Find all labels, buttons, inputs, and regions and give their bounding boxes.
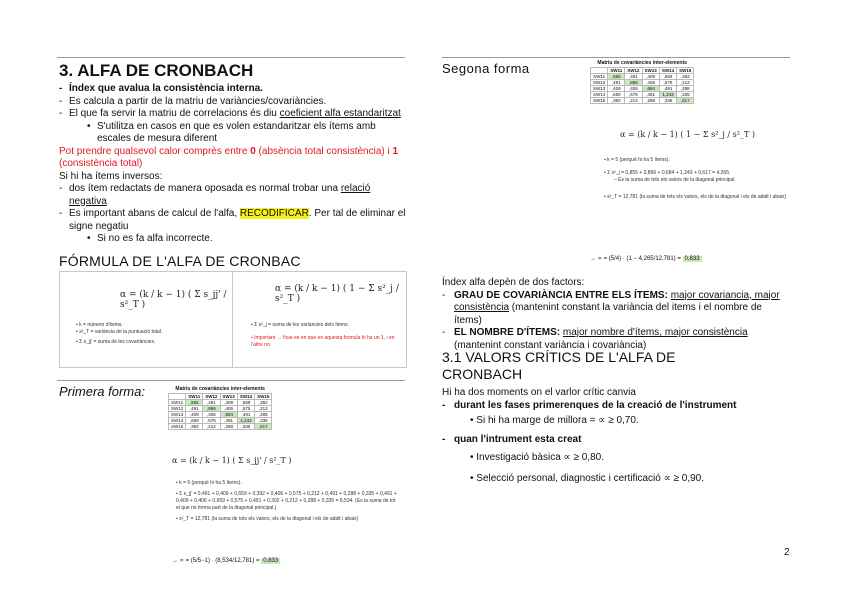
matrix-row-header: SW12 <box>169 406 186 412</box>
matrix-cell: ,335 <box>237 424 254 430</box>
matrix-cell: ,392 <box>186 424 203 430</box>
matrix-col-header: SW13 <box>642 68 659 74</box>
matrix-cell: ,491 <box>625 74 642 80</box>
matrix-cell: ,335 <box>659 98 676 104</box>
matrix-col-header: SW12 <box>625 68 642 74</box>
matrix-cell: ,855 <box>186 400 203 406</box>
matrix-cell: ,684 <box>220 412 237 418</box>
segona-forma-title: Segona forma <box>442 61 530 76</box>
matrix-cell: 1,243 <box>237 418 254 424</box>
formula-box-right <box>232 271 407 368</box>
matrix-cell: ,659 <box>608 92 625 98</box>
segona-notes: ▪ k = 5 (perquè hi ha 5 ítems). ▪ Σ s²_j = 0,855 + 0,866 + 0,684 + 1,243 + 0,617 = 4,265. – És la suma de tots els valors de la diagonal principal ▪ s²_T = 12,781 (la suma de tots els valors, els de la diagonal i els de adalt i abaix) <box>604 157 787 200</box>
matrix-cell: ,866 <box>203 406 220 412</box>
matrix-cell: ,288 <box>255 412 272 418</box>
matrix-cell: ,575 <box>237 406 254 412</box>
valors-critics-heading: 3.1 VALORS CRÍTICS DE L'ALFA DE CRONBACH <box>442 349 676 382</box>
matrix-col-header: SW15 <box>677 68 694 74</box>
matrix-cell: ,575 <box>659 80 676 86</box>
formula-right: α = (k / k − 1) ( 1 − Σ s²_j / s²_T ) <box>275 284 399 304</box>
matrix-row-header: SW15 <box>591 98 608 104</box>
bullet-index: Índex que avalua la consistència interna. <box>69 83 263 94</box>
formula-left-notes: ▪ k = número d'items. ▪ s²_T = variància de la puntuació total. ▪ Σ s_jj' = suma de les covariàncies. <box>76 322 163 345</box>
matrix-col-header: SW15 <box>255 394 272 400</box>
matrix-cell: 1,243 <box>659 92 676 98</box>
matrix-cell: ,575 <box>625 92 642 98</box>
matrix-cell: ,288 <box>220 424 237 430</box>
matrix-row-header: SW11 <box>591 74 608 80</box>
matrix-row <box>591 98 694 104</box>
matrix-cell: ,491 <box>642 92 659 98</box>
matrix-row <box>169 424 272 430</box>
matrix-row-header: SW15 <box>169 424 186 430</box>
matrix-cell: ,212 <box>625 98 642 104</box>
coef-standard-link: coeficient alfa estandaritzat <box>279 108 401 119</box>
matrix-cell: ,335 <box>677 92 694 98</box>
matrix-cell: ,866 <box>625 80 642 86</box>
factors: Índex alfa depèn de dos factors: - GRAU DE COVARIÀNCIA ENTRE ELS ÍTEMS: major covariancia, major consistència (mantenint constant la variància del items i el nombre de ítems) - EL NOMBRE D'ÍTEMS: major nombre d'ítems, major consistència (mantenint constant variància i covariància) <box>442 277 780 351</box>
matrix-cell: ,409 <box>220 400 237 406</box>
formula-box-left <box>59 271 233 368</box>
matrix-cell: ,406 <box>625 86 642 92</box>
matrix-cell: ,617 <box>255 424 272 430</box>
matrix-cell: ,855 <box>608 74 625 80</box>
primera-result: → ∝ = (5/5−1) · (8,534/12,781) = 0,833 <box>172 558 279 564</box>
matrix-cell: ,575 <box>203 418 220 424</box>
matrix-cell: ,392 <box>677 74 694 80</box>
matrix-col-header: SW11 <box>608 68 625 74</box>
matrix-cell: ,491 <box>659 86 676 92</box>
matrix-cell: ,212 <box>677 80 694 86</box>
matrix-cell: ,406 <box>642 80 659 86</box>
matrix-row-header: SW13 <box>591 86 608 92</box>
matrix-cell: ,212 <box>203 424 220 430</box>
matrix-cell: ,406 <box>220 406 237 412</box>
recodificar-highlight: RECODIFICAR <box>239 208 309 219</box>
matrix-cell: ,392 <box>608 98 625 104</box>
matrix-cell: ,409 <box>186 412 203 418</box>
segona-formula: α = (k / k − 1) ( 1 − Σ s²_j / s²_T ) <box>620 130 755 139</box>
segona-result: → ∝ = (5/4) · (1 − 4,265/12,781) = 0,833 <box>590 256 700 262</box>
matrix-cell: ,491 <box>203 400 220 406</box>
matrix-row-header: SW12 <box>591 80 608 86</box>
matrix-cell: ,684 <box>642 86 659 92</box>
inverse-title: Si hi ha ítems inversos: <box>59 170 163 182</box>
primera-calc: ▪ k = 5 (perquè hi ha 5 ítems). ▪ Σ s_jj' = 0,491 + 0,409 + 0,659 + 0,392 + 0,406 + 0,575 + 0,212 + 0,491 + 0,288 + 0,335 + 0,491 + 0,409 + 0,406 + 0,659 + 0,575 + 0,491 + 0,392 + 0,212 + 0,288 + 0,335 = 8,534. (Es la suma de tot el que no forma part de la diagonal principal.) ▪ s²_T = 12,781 (la suma de tots els valors, els de la diagonal i els de adalt i abaix) <box>176 480 397 522</box>
matrix-cell: ,288 <box>677 86 694 92</box>
matrix-cell: ,409 <box>608 86 625 92</box>
matrix-cell: ,335 <box>255 418 272 424</box>
matrix-right: Matriu de covariàncies inter-elements SW11 SW12 SW13 SW14 SW15 SW11 ,855 ,491 ,409 ,659 ,392 SW12 ,491 ,866 ,406 ,575 ,212 SW13 ,409 ,406 ,684 ,491 ,288 SW14 ,659 ,575 ,491 1,243 ,335 SW15 ,392 ,212 ,288 ,335 ,617 <box>590 60 694 104</box>
matrix-cell: ,288 <box>642 98 659 104</box>
matrix-col-header: SW13 <box>220 394 237 400</box>
matrix-col-header: SW14 <box>659 68 676 74</box>
critical-values: Hi ha dos moments on el varlor crític canvia - durant les fases primerenques de la creació de l'instrument • Si hi ha marge de millora = ∝ ≥ 0,70. - quan l'intrument esta creat • Investigació bàsica ∝ ≥ 0,80. • Selecció personal, diagnostic i certificació ∝ ≥ 0,90. <box>442 387 737 484</box>
matrix-col-header: SW14 <box>237 394 254 400</box>
bullet-standard: S'utilitza en casos en que es volen estandaritzar els ítems amb escales de mesura diferent <box>97 120 376 144</box>
matrix-row-header: SW14 <box>591 92 608 98</box>
matrix-col-header: SW12 <box>203 394 220 400</box>
matrix-cell: ,406 <box>203 412 220 418</box>
matrix-cell: ,491 <box>237 412 254 418</box>
matrix-cell: ,659 <box>237 400 254 406</box>
page-title: 3. ALFA DE CRONBACH <box>59 61 254 80</box>
bullet-calcula: Es calcula a partir de la matriu de variàncies/covariàncies. <box>69 95 327 107</box>
primera-formula: α = (k / k − 1) ( Σ s_jj' / s²_T ) <box>172 456 292 465</box>
matrix-left: Matriu de covariàncies inter-elements SW11 SW12 SW13 SW14 SW15 SW11 ,855 ,491 ,409 ,659 ,392 SW12 ,491 ,866 ,406 ,575 ,212 SW13 ,409 ,406 ,684 ,491 ,288 SW14 ,659 ,575 ,491 1,243 ,335 SW15 ,392 ,212 ,288 ,335 ,617 <box>168 386 272 430</box>
matrix-cell: ,212 <box>255 406 272 412</box>
range-text: Pot prendre qualsevol calor comprès entre 0 (absència total consistència) i 1 (consistència total) <box>59 145 399 169</box>
formula-left: α = (k / k − 1) ( Σ s_jj' / s²_T ) <box>120 290 227 310</box>
matrix-cell: ,491 <box>220 418 237 424</box>
matrix-row-header: SW13 <box>169 412 186 418</box>
primera-forma-title: Primera forma: <box>59 384 145 399</box>
matrix-cell: ,491 <box>186 406 203 412</box>
matrix-col-header: SW11 <box>186 394 203 400</box>
matrix-cell: ,659 <box>186 418 203 424</box>
matrix-row-header: SW14 <box>169 418 186 424</box>
page-number: 2 <box>784 547 790 558</box>
matrix-row-header: SW11 <box>169 400 186 406</box>
matrix-cell: ,409 <box>642 74 659 80</box>
formula-right-notes: ▪ Σ s²_j = suma de les variàncies dels ítems. ▪ Important → fixar-se en que en aquesta formula hi ha un 1, i en l'altre no. <box>251 322 395 348</box>
matrix-cell: ,617 <box>677 98 694 104</box>
formula-heading: FÓRMULA DE L'ALFA DE CRONBAC <box>59 253 301 269</box>
matrix-cell: ,491 <box>608 80 625 86</box>
matrix-cell: ,659 <box>659 74 676 80</box>
matrix-cell: ,392 <box>255 400 272 406</box>
intro-bullets: - Índex que avalua la consistència interna. - Es calcula a partir de la matriu de variàncies/covariàncies. - El que fa servir la matriu de correlacions és diu coeficient alfa estandaritzat • S'utilitza en casos en que es volen estandaritzar els ítems amb escales de mesura diferent Pot prendre qualsevol calor comprès entre 0 (absència total consistència) i 1 (consistència total) Si hi ha ítems inversos: - dos ítem redactats de manera oposada es normal trobar una relació negativa - Es important abans de calcul de l'alfa, RECODIFICAR. Per tal de eliminar el signe negatiu • Si no es fa alfa incorrecte. <box>59 83 409 246</box>
